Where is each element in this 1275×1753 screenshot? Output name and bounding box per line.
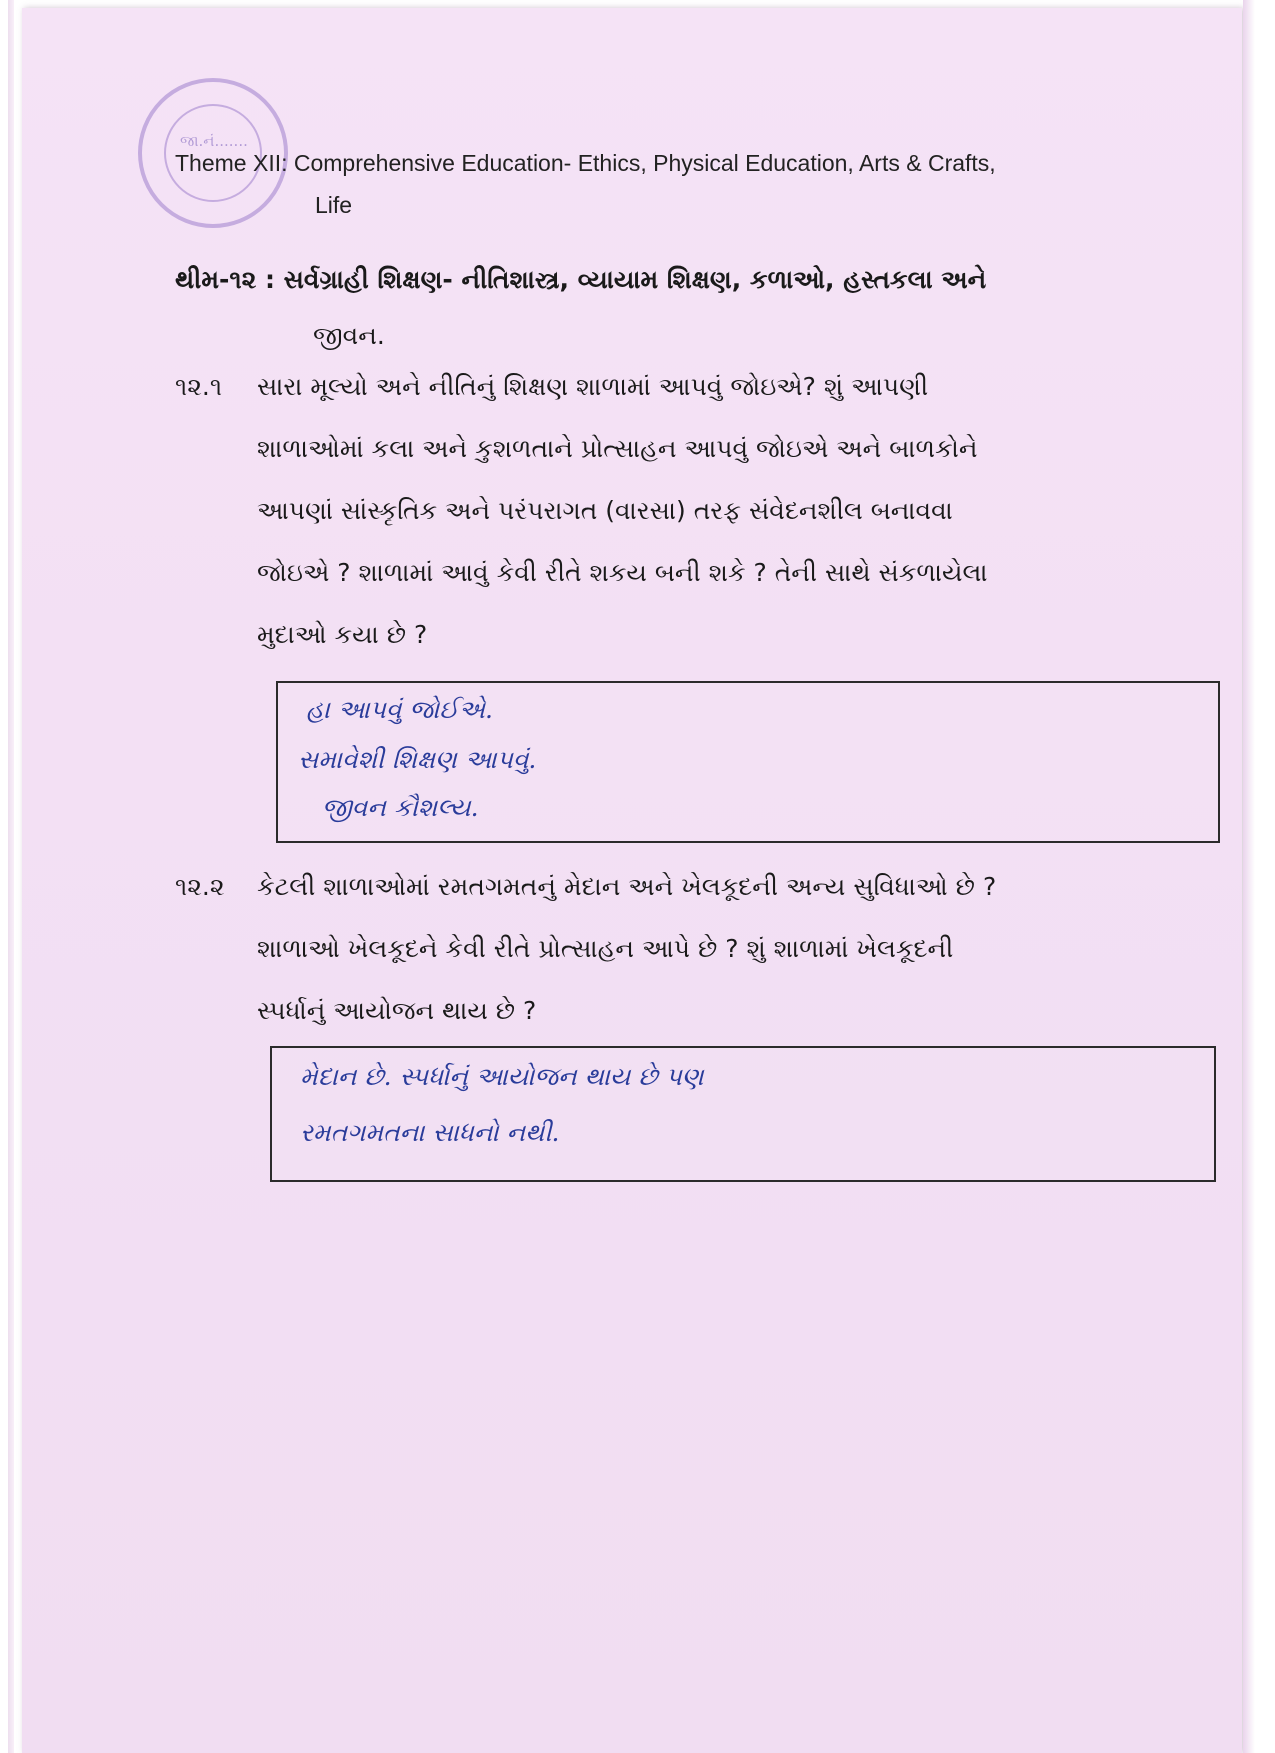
answer-12-2-line1: મેદાન છે. સ્પર્ધાનું આયોજન થાય છે પણ <box>300 1062 704 1091</box>
stamp-text: જા.નં....... <box>180 132 248 150</box>
question-12-2-line3: સ્પર્ધાનું આયોજન થાય છે ? <box>257 996 537 1025</box>
question-12-2-number: ૧૨.૨ <box>175 872 225 901</box>
answer-box-12-2 <box>270 1046 1216 1182</box>
answer-box-12-1 <box>276 681 1220 843</box>
question-12-1-line1 <box>175 356 1155 418</box>
theme-title-english <box>175 142 1175 226</box>
question-12-2 <box>175 856 1155 1042</box>
answer-12-1-line1: હા આપવું જોઈએ. <box>306 695 493 724</box>
question-12-1-line4: જોઇએ ? શાળામાં આવું કેવી રીતે શકય બની શકે ? તેની સાથે સંકળાયેલા <box>257 558 988 587</box>
answer-12-1-line2: સમાવેશી શિક્ષણ આપવું. <box>298 745 537 774</box>
answer-12-2-line2: રમતગમતના સાધનો નથી. <box>300 1118 560 1147</box>
question-12-1-line3: આપણાં સાંસ્કૃતિક અને પરંપરાગત (વારસા) તરફ સંવેદનશીલ બનાવવા <box>257 496 953 525</box>
theme-title-gujarati-line1: થીમ-૧૨ : સર્વગ્રાહી શિક્ષણ- નીતિશાસ્ત્ર, વ્યાયામ શિક્ષણ, કળાઓ, હસ્તકલા અને <box>175 265 987 294</box>
theme-title-english-line2: Life <box>315 192 353 218</box>
question-12-1-line2: શાળાઓમાં કલા અને કુશળતાને પ્રોત્સાહન આપવું જોઇએ અને બાળકોને <box>257 434 978 463</box>
question-12-1-number: ૧૨.૧ <box>175 372 223 401</box>
question-12-1-text-line1: સારા મૂલ્યો અને નીતિનું શિક્ષણ શાળામાં આપવું જોઇએ? શું આપણી <box>257 372 929 401</box>
page-left-edge <box>8 0 14 1753</box>
theme-title-gujarati <box>175 252 1135 364</box>
answer-12-1-line3: જીવન કૌશલ્ય. <box>322 793 479 822</box>
page-right-edge <box>1243 0 1255 1753</box>
theme-title-gujarati-line2: જીવન. <box>313 321 385 350</box>
question-12-1-line5: મુદાઓ કયા છે ? <box>257 620 428 649</box>
question-12-2-text-line1: કેટલી શાળાઓમાં રમતગમતનું મેદાન અને ખેલકૂદની અન્ય સુવિધાઓ છે ? <box>257 872 997 901</box>
question-12-2-line1 <box>175 856 1155 918</box>
question-12-2-line2: શાળાઓ ખેલકૂદને કેવી રીતે પ્રોત્સાહન આપે છે ? શું શાળામાં ખેલકૂદની <box>257 934 954 963</box>
theme-title-english-line1: Theme XII: Comprehensive Education- Ethics, Physical Education, Arts & Crafts, <box>175 150 996 176</box>
question-12-1 <box>175 356 1155 666</box>
